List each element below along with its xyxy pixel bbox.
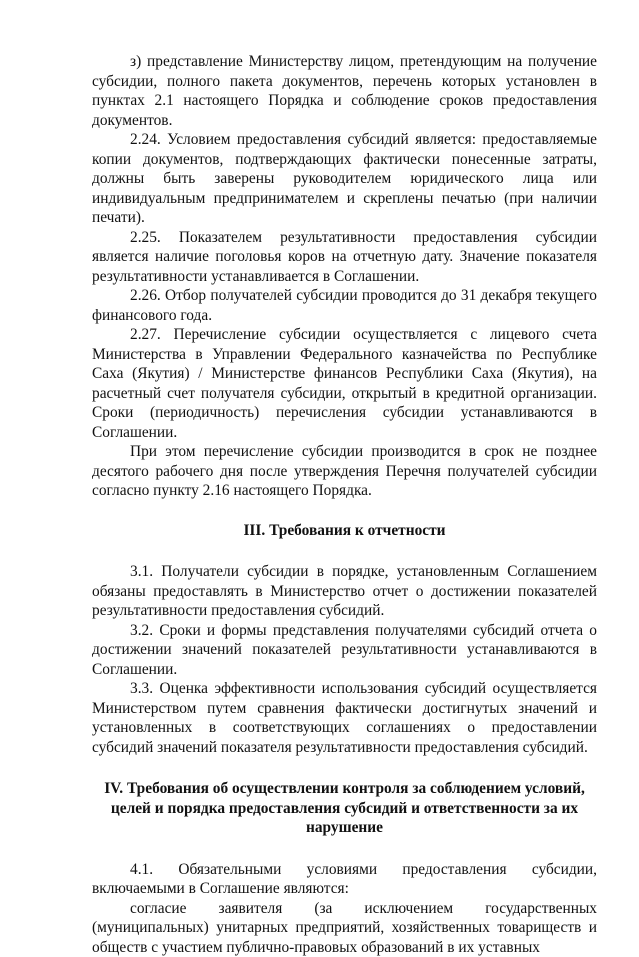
paragraph-4-1: 4.1. Обязательными условиями предоставления субсидии, включаемыми в Соглашение являются:: [92, 860, 597, 899]
paragraph-2-25: 2.25. Показателем результативности предоставления субсидии является наличие поголовья коров на отчетную дату. Значение показателя результативности устанавливается в Соглашении.: [92, 228, 597, 287]
paragraph-3-2: 3.2. Сроки и формы представления получателями субсидий отчета о достижении значений показателей результативности устанавливаются в Соглашении.: [92, 621, 597, 680]
paragraph-2-27-cont: При этом перечисление субсидии производится в срок не позднее десятого рабочего дня после утверждения Перечня получателей субсидии согласно пункту 2.16 настоящего Порядка.: [92, 442, 597, 501]
paragraph-z: з) представление Министерству лицом, претендующим на получение субсидии, полного пакета документов, перечень которых установлен в пунктах 2.1 настоящего Порядка и соблюдение сроков предоставления документов.: [92, 52, 597, 130]
paragraph-2-26: 2.26. Отбор получателей субсидии проводится до 31 декабря текущего финансового года.: [92, 286, 597, 325]
paragraph-3-3: 3.3. Оценка эффективности использования субсидий осуществляется Министерством путем сравнения фактически достигнутых значений и установленных в соответствующих соглашениях о предоставлении субсидий значений показателя результативности предоставления субсидий.: [92, 679, 597, 757]
document-page: [92, 52, 597, 957]
paragraph-3-1: 3.1. Получатели субсидии в порядке, установленным Соглашением обязаны предоставлять в Министерство отчет о достижении показателей результативности предоставления субсидий.: [92, 562, 597, 621]
paragraph-2-27: 2.27. Перечисление субсидии осуществляется с лицевого счета Министерства в Управлении Федерального казначейства по Республике Саха (Якутия) / Министерстве финансов Республики Саха (Якутия), на расчетный счет получателя субсидии, открытый в кредитной организации. Сроки (периодичность) перечисления субсидии устанавливаются в Соглашении.: [92, 325, 597, 442]
section-4-heading: IV. Требования об осуществлении контроля за соблюдением условий, целей и порядка предоставления субсидий и ответственности за их нарушение: [92, 779, 597, 838]
paragraph-2-24: 2.24. Условием предоставления субсидий является: предоставляемые копии документов, подтверждающих фактически понесенные затраты, должны быть заверены руководителем юридического лица или индивидуальным предпринимателем и скреплены печатью (при наличии печати).: [92, 130, 597, 228]
section-3-heading: III. Требования к отчетности: [92, 521, 597, 541]
paragraph-4-1-consent: согласие заявителя (за исключением государственных (муниципальных) унитарных предприятий, хозяйственных товариществ и обществ с участием публично-правовых образований в их уставных: [92, 899, 597, 957]
